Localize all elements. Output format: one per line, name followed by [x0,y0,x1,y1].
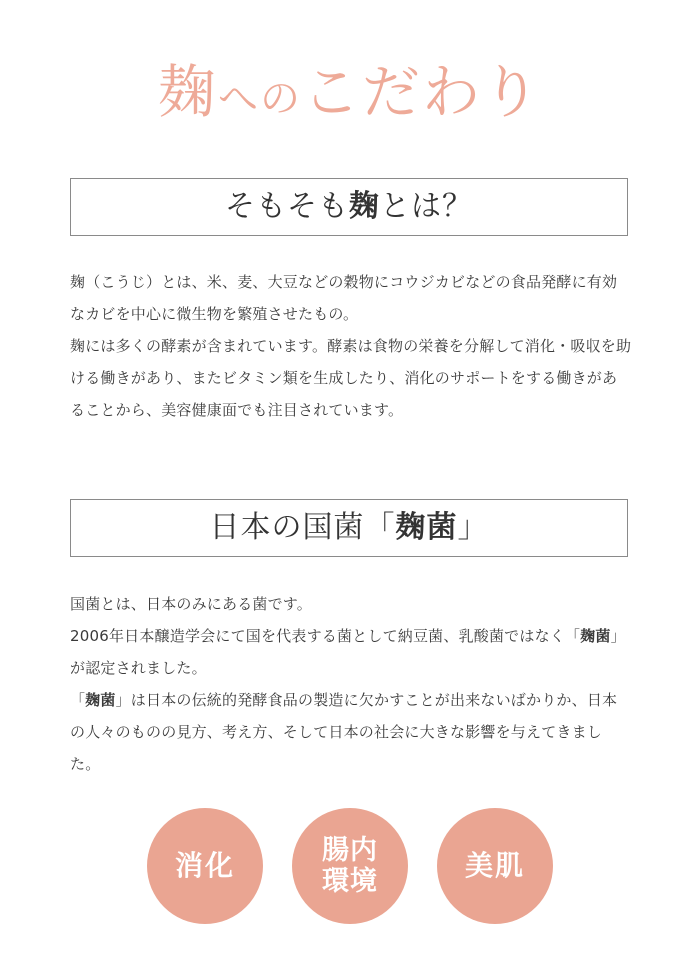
title-part-4: こだわり [302,58,543,126]
benefit-label-gut-line1: 腸内 [322,835,378,866]
section2-p3-bold: 麹菌 [85,691,116,709]
benefit-label-digestion: 消化 [174,849,235,882]
section2-paragraph-2 [70,620,632,684]
heading2-bold: 麹菌 [395,510,458,545]
heading1-bold: 麹 [349,189,380,224]
page-title [0,52,700,139]
title-part-3: の [260,76,302,122]
section2-p2-post: 」が認定されました。 [70,627,626,677]
title-part-2: へ [218,76,260,122]
section1-paragraph-1: 麹（こうじ）とは、米、麦、大豆などの穀物にコウジカビなどの食品発酵に有効なカビを中心に微生物を繁殖させたもの。 [70,273,618,323]
section2-p3-pre: 「 [70,691,86,709]
heading1-pre: そもそも [225,189,349,224]
heading1-post: とは？ [380,189,473,224]
section-heading-what-is-koji [70,178,628,236]
benefit-circle-skin [437,808,553,924]
heading2-post: 」 [457,510,489,545]
section2-p3-post: 」は日本の伝統的発酵食品の製造に欠かすことが出来ないばかりか、日本の人々のものの見方、考え方、そして日本の社会に大きな影響を与えてきました。 [70,691,618,773]
section2-paragraph-3 [70,684,632,780]
section-heading-national-fungus [70,499,628,557]
benefit-label-gut [322,835,378,897]
section1-paragraph-2: 麹には多くの酵素が含まれています。酵素は食物の栄養を分解して消化・吸収を助ける働きがあり、またビタミン類を生成したり、消化のサポートをする働きがあることから、美容健康面でも注目されています。 [70,337,632,419]
benefit-label-gut-line2: 環境 [322,866,378,897]
benefit-circle-gut-environment [292,808,408,924]
section2-p2-pre: 2006年日本醸造学会にて国を代表する菌として納豆菌、乳酸菌ではなく「 [70,627,581,645]
section2-paragraph-1: 国菌とは、日本のみにある菌です。 [70,595,313,613]
heading2-pre: 日本の国菌「 [209,510,396,545]
section2-p2-bold: 麹菌 [580,627,611,645]
title-part-1: 麹 [157,58,218,126]
benefit-circle-digestion [147,808,263,924]
benefit-label-skin: 美肌 [464,849,525,882]
